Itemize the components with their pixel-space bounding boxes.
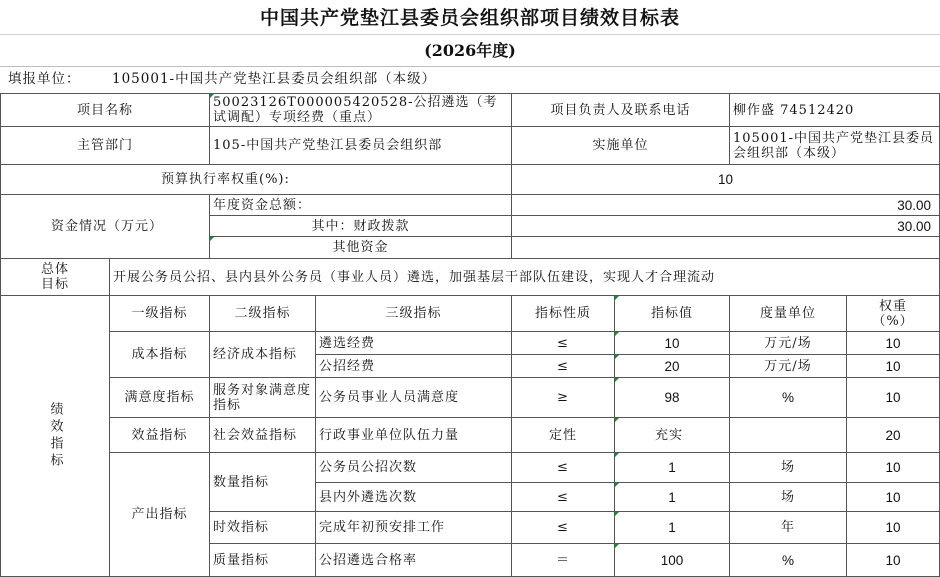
row-7-name: 公招遴选合格率: [315, 543, 512, 577]
row-3-nature: 定性: [511, 417, 615, 453]
impl-unit-label: 实施单位: [511, 126, 730, 165]
indicators-side-text: 绩效指标: [47, 402, 63, 470]
header-level3: 三级指标: [315, 295, 512, 332]
funds-fiscal-value[interactable]: 30.00: [511, 215, 940, 237]
project-name-label: 项目名称: [0, 93, 210, 127]
header-weight: 权重（%）: [846, 295, 940, 332]
row-6-nature: ≤: [511, 511, 615, 544]
group-satisfaction: 满意度指标: [109, 377, 210, 418]
row-1-value[interactable]: 20: [614, 354, 730, 378]
sub-quantity: 数量指标: [209, 452, 316, 512]
row-7-value[interactable]: 100: [614, 543, 730, 577]
group-output: 产出指标: [109, 452, 210, 577]
fill-unit-row: [0, 66, 940, 92]
row-4-unit: 场: [729, 452, 847, 483]
sub-econ-cost: 经济成本指标: [209, 331, 316, 378]
sub-quality: 质量指标: [209, 543, 316, 577]
budget-weight-label: 预算执行率权重(%):: [0, 164, 512, 195]
fill-unit-value[interactable]: 105001-中国共产党垫江县委员会组织部（本级）: [112, 71, 437, 87]
row-2-weight[interactable]: 10: [846, 377, 940, 418]
goal-text[interactable]: 开展公务员公招、县内县外公务员（事业人员）遴选，加强基层干部队伍建设，实现人才合理流动: [109, 258, 940, 296]
sub-timeliness: 时效指标: [209, 511, 316, 544]
funds-label: 资金情况（万元）: [0, 194, 210, 259]
sheet-year: (2026年度): [424, 41, 516, 60]
funds-other-value[interactable]: [511, 236, 940, 259]
row-0-name: 遴选经费: [315, 331, 512, 355]
row-1-name: 公招经费: [315, 354, 512, 378]
row-4-name: 公务员公招次数: [315, 452, 512, 483]
dept-label: 主管部门: [0, 126, 210, 165]
row-3-unit: [729, 417, 847, 453]
indicators-side-label: [0, 295, 110, 577]
row-6-name: 完成年初预安排工作: [315, 511, 512, 544]
row-1-unit: 万元/场: [729, 354, 847, 378]
funds-other-label: 其他资金: [209, 236, 512, 259]
funds-total-value[interactable]: 30.00: [511, 194, 940, 216]
row-0-weight[interactable]: 10: [846, 331, 940, 355]
row-1-weight[interactable]: 10: [846, 354, 940, 378]
row-5-name: 县内外遴选次数: [315, 482, 512, 512]
row-2-name: 公务员事业人员满意度: [315, 377, 512, 418]
row-5-value[interactable]: 1: [614, 482, 730, 512]
project-leader-value[interactable]: 柳作盛 74512420: [729, 93, 940, 127]
row-0-nature: ≤: [511, 331, 615, 355]
header-nature: 指标性质: [511, 295, 615, 332]
group-benefit: 效益指标: [109, 417, 210, 453]
row-0-value[interactable]: 10: [614, 331, 730, 355]
header-level1: 一级指标: [109, 295, 210, 332]
sub-service-satisfaction: 服务对象满意度指标: [209, 377, 316, 418]
project-leader-label: 项目负责人及联系电话: [511, 93, 730, 127]
row-7-nature: ＝: [511, 543, 615, 577]
row-5-weight[interactable]: 10: [846, 482, 940, 512]
fill-unit-label: 填报单位：: [8, 71, 81, 87]
row-3-weight[interactable]: 20: [846, 417, 940, 453]
funds-fiscal-label: 其中：财政拨款: [209, 215, 512, 237]
row-2-unit: %: [729, 377, 847, 418]
row-2-value[interactable]: 98: [614, 377, 730, 418]
row-4-weight[interactable]: 10: [846, 452, 940, 483]
row-3-value[interactable]: 充实: [614, 417, 730, 453]
row-4-value[interactable]: 1: [614, 452, 730, 483]
row-1-nature: ≤: [511, 354, 615, 378]
dept-value[interactable]: 105-中国共产党垫江县委员会组织部: [209, 126, 512, 165]
row-6-weight[interactable]: 10: [846, 511, 940, 544]
group-cost: 成本指标: [109, 331, 210, 378]
row-5-nature: ≤: [511, 482, 615, 512]
row-6-value[interactable]: 1: [614, 511, 730, 544]
row-6-unit: 年: [729, 511, 847, 544]
row-4-nature: ≤: [511, 452, 615, 483]
funds-total-label: 年度资金总额：: [209, 194, 512, 216]
budget-weight-value[interactable]: 10: [511, 164, 940, 195]
row-5-unit: 场: [729, 482, 847, 512]
header-level2: 二级指标: [209, 295, 316, 332]
row-2-nature: ≥: [511, 377, 615, 418]
goal-label: 总体目标: [0, 258, 110, 296]
header-unit: 度量单位: [729, 295, 847, 332]
row-7-weight[interactable]: 10: [846, 543, 940, 577]
row-3-name: 行政事业单位队伍力量: [315, 417, 512, 453]
impl-unit-value[interactable]: 105001-中国共产党垫江县委员会组织部（本级）: [729, 126, 940, 165]
row-0-unit: 万元/场: [729, 331, 847, 355]
project-name-value[interactable]: 50023126T000005420528-公招遴选（考试调配）专项经费（重点）: [209, 93, 512, 127]
sub-social-benefit: 社会效益指标: [209, 417, 316, 453]
row-7-unit: %: [729, 543, 847, 577]
sheet-title: 中国共产党垫江县委员会组织部项目绩效目标表: [259, 7, 680, 29]
header-value: 指标值: [614, 295, 730, 332]
